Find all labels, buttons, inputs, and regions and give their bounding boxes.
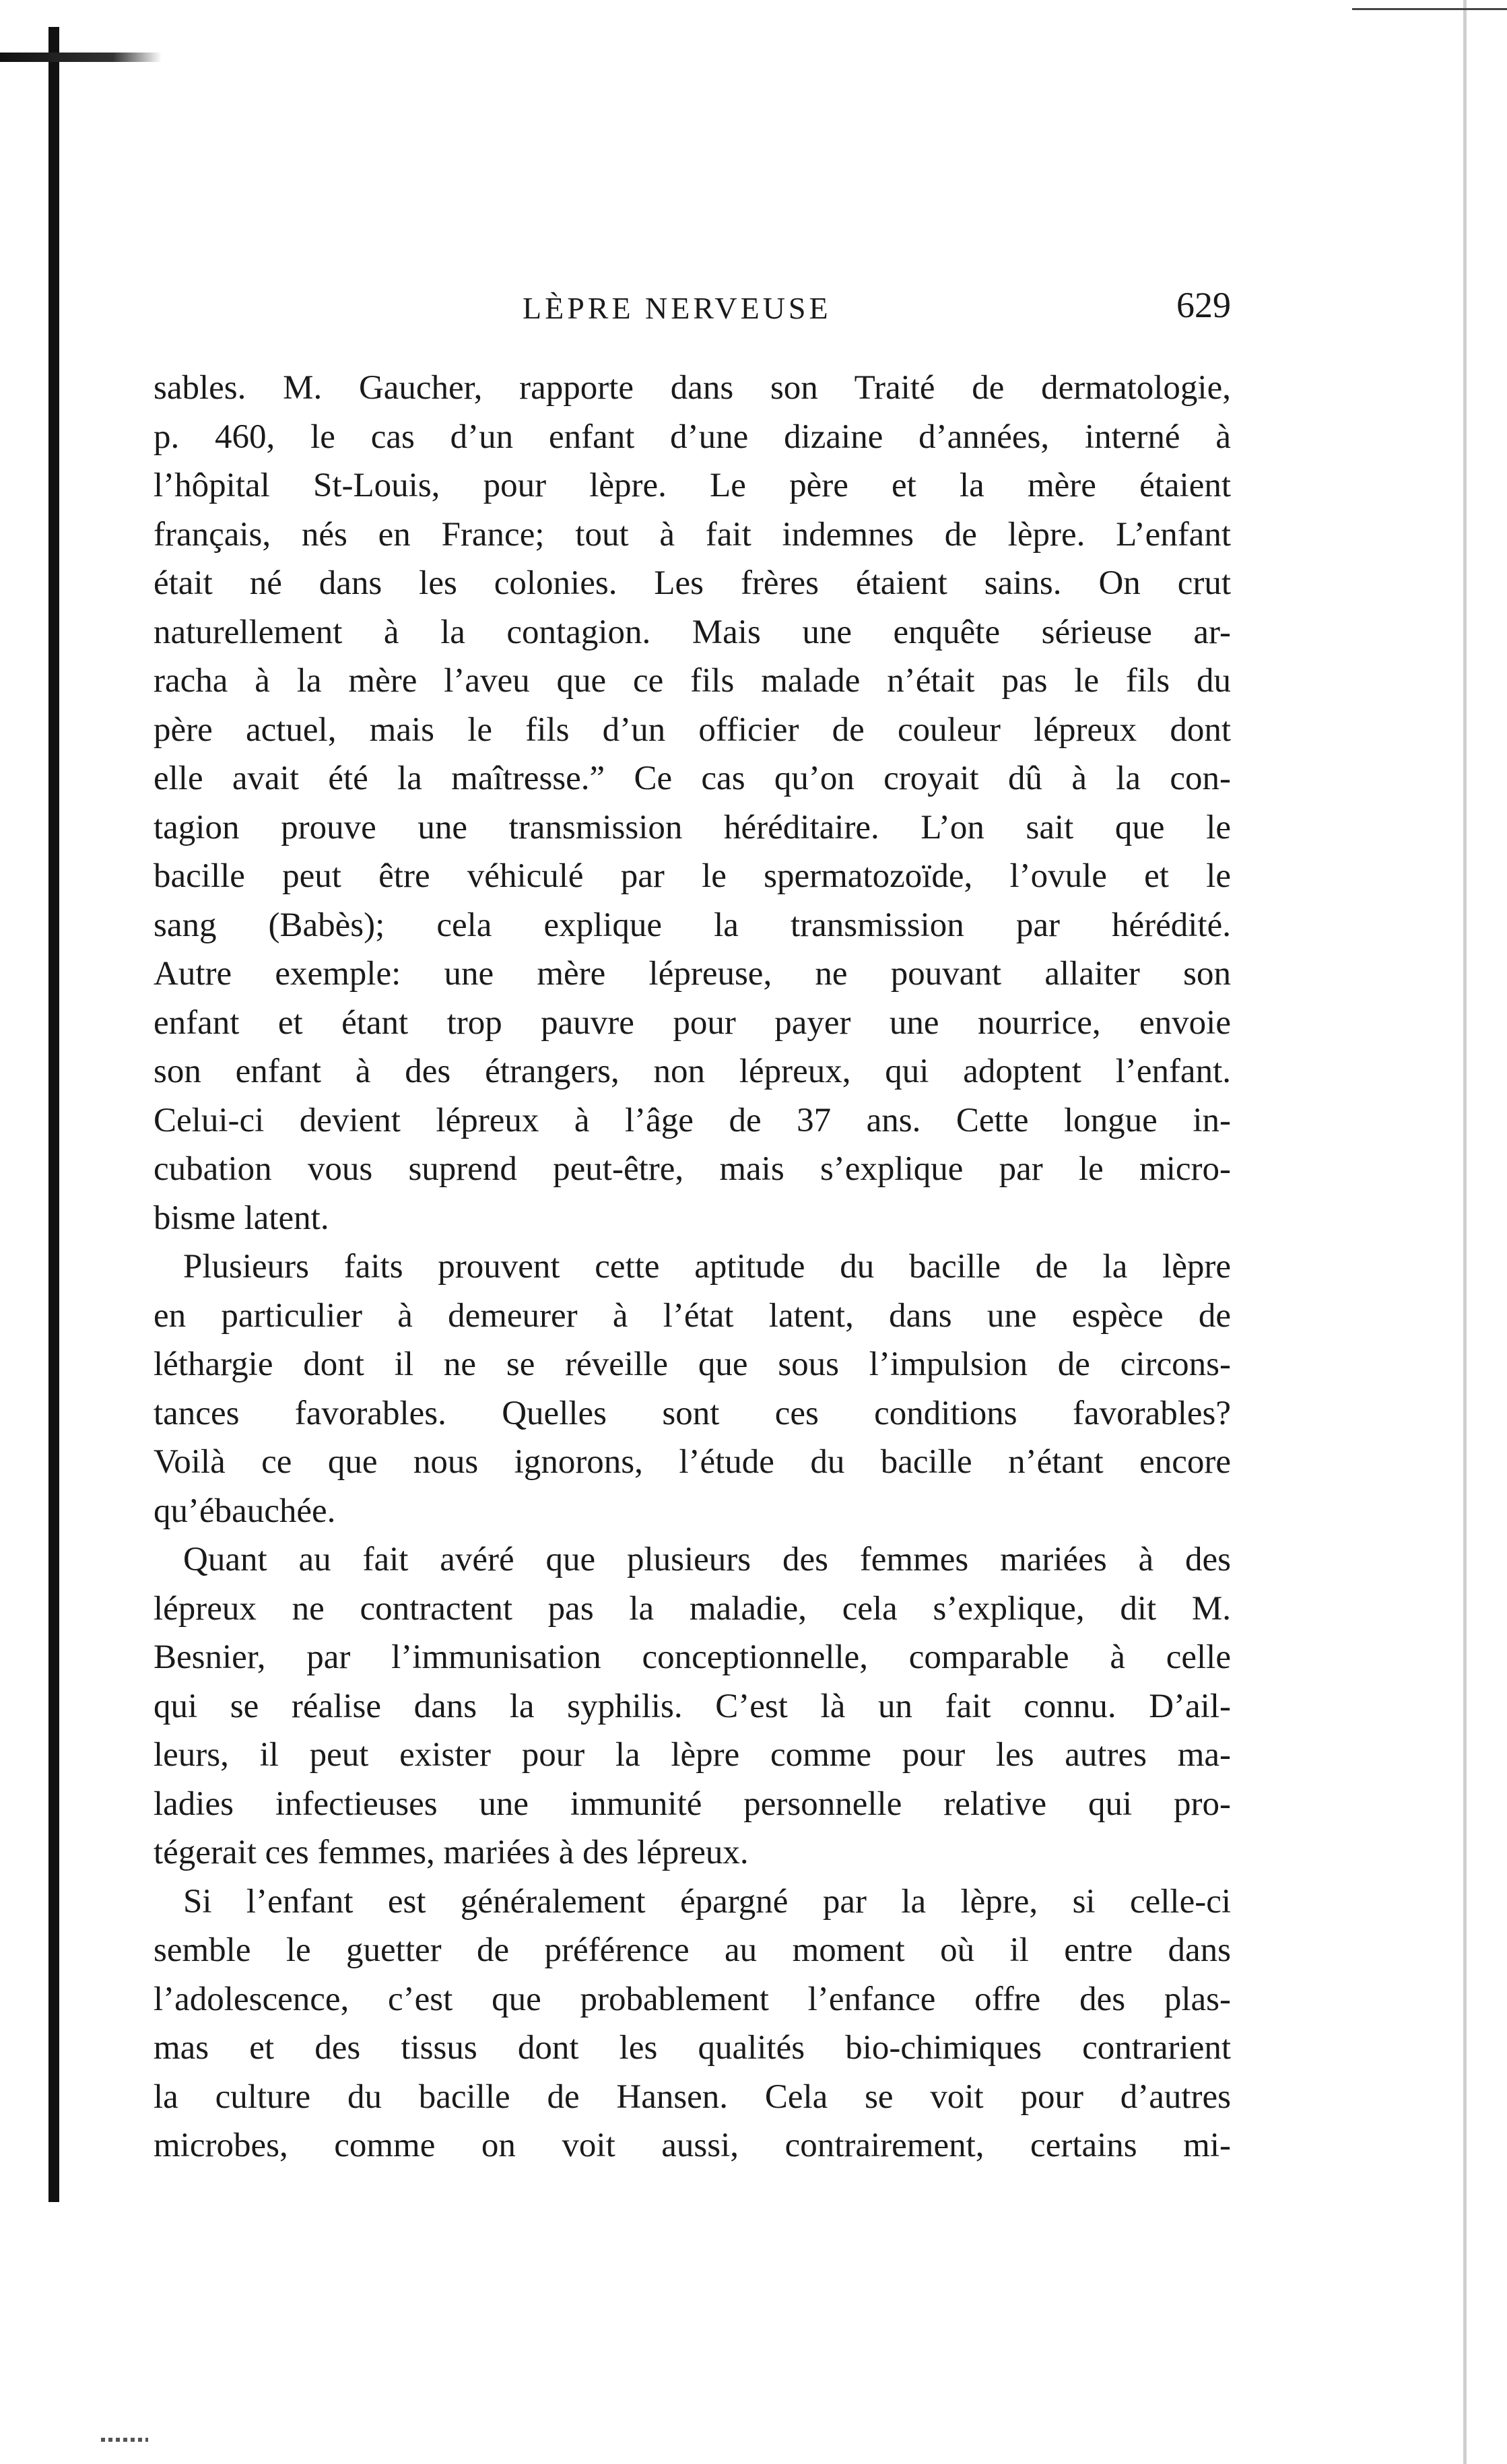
- text-line: la culture du bacille de Hansen. Cela se voit pour d’autres: [154, 2077, 1231, 2116]
- text-line: elle avait été la maîtresse.” Ce cas qu’on croyait dû à la con-: [154, 760, 1231, 797]
- paragraph-first-line: Plusieurs faits prouvent cette aptitude du bacille de la lèpre: [183, 1248, 1231, 1286]
- text-line: racha à la mère l’aveu que ce fils malade n’était pas le fils du: [154, 662, 1231, 700]
- text-line: bisme latent.: [154, 1199, 329, 1237]
- text-line: microbes, comme on voit aussi, contrairement, certains mi-: [154, 2127, 1231, 2164]
- running-title: LÈPRE NERVEUSE: [523, 291, 832, 325]
- text-line: ladies infectieuses une immunité personnelle relative qui pro-: [154, 1785, 1231, 1823]
- text-line: français, nés en France; tout à fait indemnes de lèpre. L’enfant: [154, 515, 1231, 554]
- text-line: sables. M. Gaucher, rapporte dans son Traité de dermatologie,: [154, 369, 1231, 407]
- binding-shadow: [48, 27, 59, 2202]
- text-line: Besnier, par l’immunisation conceptionnelle, comparable à celle: [154, 1638, 1231, 1676]
- text-line: qu’ébauchée.: [154, 1492, 336, 1530]
- binding-edge: [0, 53, 162, 62]
- text-line: qui se réalise dans la syphilis. C’est là un fait connu. D’ail-: [154, 1687, 1231, 1725]
- text-line: l’adolescence, c’est que probablement l’enfance offre des plas-: [154, 1980, 1231, 2018]
- text-line: leurs, il peut exister pour la lèpre comme pour les autres ma-: [154, 1736, 1231, 1774]
- text-line: naturellement à la contagion. Mais une enquête sérieuse ar-: [154, 613, 1231, 651]
- text-line: semble le guetter de préférence au moment où il entre dans: [154, 1931, 1231, 1969]
- page-edge: [1463, 0, 1467, 2464]
- text-line: enfant et étant trop pauvre pour payer une nourrice, envoie: [154, 1003, 1231, 1042]
- text-line: lépreux ne contractent pas la maladie, cela s’explique, dit M.: [154, 1589, 1231, 1628]
- text-line: son enfant à des étrangers, non lépreux, qui adoptent l’enfant.: [154, 1053, 1231, 1090]
- corner-mark: [1352, 8, 1507, 10]
- text-line: en particulier à demeurer à l’état latent, dans une espèce de: [154, 1296, 1231, 1335]
- text-line: mas et des tissus dont les qualités bio-chimiques contrarient: [154, 2029, 1231, 2067]
- text-line: Voilà ce que nous ignorons, l’étude du bacille n’étant encore: [154, 1443, 1231, 1481]
- paragraph-first-line: Quant au fait avéré que plusieurs des femmes mariées à des: [183, 1541, 1231, 1578]
- text-line: tagion prouve une transmission héréditaire. L’on sait que le: [154, 808, 1231, 846]
- text-line: tégerait ces femmes, mariées à des lépreux.: [154, 1834, 749, 1871]
- text-line: tances favorables. Quelles sont ces conditions favorables?: [154, 1394, 1231, 1432]
- paragraph-first-line: Si l’enfant est généralement épargné par la lèpre, si celle-ci: [183, 1882, 1231, 1921]
- text-line: Celui-ci devient lépreux à l’âge de 37 ans. Cette longue in-: [154, 1101, 1231, 1139]
- text-line: Autre exemple: une mère lépreuse, ne pouvant allaiter son: [154, 955, 1231, 993]
- scan-artifact: [101, 2438, 148, 2442]
- text-line: bacille peut être véhiculé par le spermatozoïde, l’ovule et le: [154, 857, 1231, 895]
- text-line: p. 460, le cas d’un enfant d’une dizaine d’années, interné à: [154, 418, 1231, 456]
- text-line: était né dans les colonies. Les frères étaient sains. On crut: [154, 564, 1231, 602]
- running-header: [154, 281, 1231, 342]
- text-line: cubation vous suprend peut-être, mais s’explique par le micro-: [154, 1150, 1231, 1188]
- text-line: père actuel, mais le fils d’un officier de couleur lépreux dont: [154, 710, 1231, 749]
- text-line: l’hôpital St-Louis, pour lèpre. Le père et la mère étaient: [154, 467, 1231, 504]
- page-number: 629: [1176, 285, 1231, 325]
- text-line: sang (Babès); cela explique la transmission par hérédité.: [154, 906, 1231, 944]
- text-line: léthargie dont il ne se réveille que sous l’impulsion de circons-: [154, 1345, 1231, 1383]
- body-text: [154, 364, 1231, 2170]
